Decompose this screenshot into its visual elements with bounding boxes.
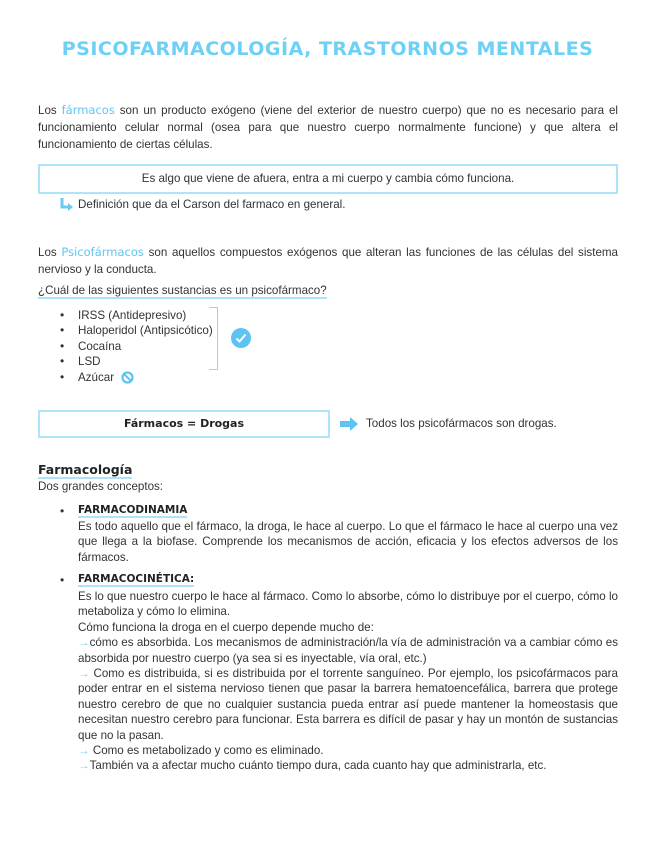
bullet: •	[60, 370, 65, 384]
check-circle-icon	[231, 328, 251, 351]
paragraph: Cómo funciona la droga en el cuerpo depende mucho de:	[78, 620, 374, 634]
concept-name-farmacodinamia: FARMACODINAMIA	[78, 504, 188, 516]
page-title: PSICOFARMACOLOGÍA, TRASTORNOS MENTALES	[61, 38, 594, 60]
highlight-farmacos: fármacos	[61, 103, 115, 117]
prohibited-icon	[121, 371, 134, 387]
list-item: Azúcar	[78, 371, 115, 384]
bullet: •	[60, 573, 65, 587]
concept-body-farmacodinamia	[78, 519, 618, 565]
highlight-psicofarmacos: Psicofármacos	[61, 245, 144, 259]
arrow-icon: →	[78, 759, 90, 773]
definition-note: Definición que da el Carson del farmaco en general.	[78, 198, 346, 211]
bullet: •	[60, 354, 65, 368]
definition-box: Es algo que viene de afuera, entra a mi cuerpo y cambia cómo funciona.	[38, 164, 618, 194]
arrow-icon: →	[78, 667, 90, 681]
intro-text-rest: son un producto exógeno (viene del exterior de nuestro cuerpo) que no es necesario para el funcionamiento celular normal (osea para que nuestro cuerpo normalmente funcione) y que altera el funcionamiento de ciertas células.	[38, 104, 618, 151]
arrow-icon: →	[78, 636, 90, 650]
equation-box: Fármacos = Drogas	[38, 410, 330, 438]
intro-paragraph	[38, 102, 618, 153]
concept-body-farmacocinetica	[78, 589, 618, 774]
arrow-icon: →	[78, 744, 90, 758]
concept-name-farmacocinetica: FARMACOCINÉTICA:	[78, 573, 195, 585]
arrow-point-text: Como es metabolizado y como es eliminado.	[89, 744, 324, 758]
arrow-point-text: cómo es absorbida. Los mecanismos de administración/la vía de administración va a cambiar cómo es absorbida por nuestro cuerpo (ya sea si es inyectable, vía oral, etc.)	[78, 636, 618, 665]
list-item: IRSS (Antidepresivo)	[78, 309, 187, 322]
paragraph: Es lo que nuestro cuerpo le hace al fármaco. Como lo absorbe, cómo lo distribuye por el cuerpo, cómo lo metaboliza y cómo lo elimina.	[78, 590, 618, 619]
psico-paragraph	[38, 244, 618, 278]
list-item: Cocaína	[78, 340, 122, 353]
arrow-point	[78, 635, 618, 666]
arrow-point-text: También va a afectar mucho cuánto tiempo dura, cada cuanto hay que administrarla, etc.	[89, 759, 547, 773]
arrow-point	[78, 758, 618, 773]
list-item: Haloperidol (Antipsicótico)	[78, 324, 213, 337]
arrow-point	[78, 666, 618, 743]
list-item: LSD	[78, 355, 101, 368]
bullet: •	[60, 308, 65, 322]
bullet: •	[60, 323, 65, 337]
right-arrow-icon	[340, 417, 358, 434]
section-subheading: Dos grandes conceptos:	[38, 480, 164, 493]
paragraph: Es todo aquello que el fármaco, la droga, le hace al cuerpo. Lo que el fármaco le hace al cuerpo una vez que llega a la biofase. Comprende los mecanismos de acción, eficacia y los efectos adversos de los fármacos.	[78, 520, 618, 564]
turn-arrow-icon	[60, 197, 74, 214]
arrow-point	[78, 743, 618, 758]
psico-text: Los	[38, 246, 62, 259]
bracket	[209, 307, 218, 370]
equation-note: Todos los psicofármacos son drogas.	[366, 417, 557, 430]
question: ¿Cuál de las siguientes sustancias es un psicofármaco?	[38, 284, 327, 297]
bullet: •	[60, 339, 65, 353]
arrow-point-text: Como es distribuida, si es distribuida por el torrente sanguíneo. Por ejemplo, los psicofármacos para poder entrar en el sistema nervioso tienen que pasar la barrera hematoencefálica, barrera que protege nuestro cerebro de que no cualquier sustancia pueda entrar así puede mantener la homeostasis que necesitan nuestro cerebro para funcionar. Esta barrera es difícil de pasar y hay un montón de sustancias que no la pasan.	[78, 667, 618, 742]
intro-text: Los	[38, 104, 62, 117]
section-heading: Farmacología	[38, 462, 133, 477]
psico-text-rest: son aquellos compuestos exógenos que alteran las funciones de las células del sistema nervioso y la conducta.	[38, 246, 618, 276]
bullet: •	[60, 504, 65, 518]
